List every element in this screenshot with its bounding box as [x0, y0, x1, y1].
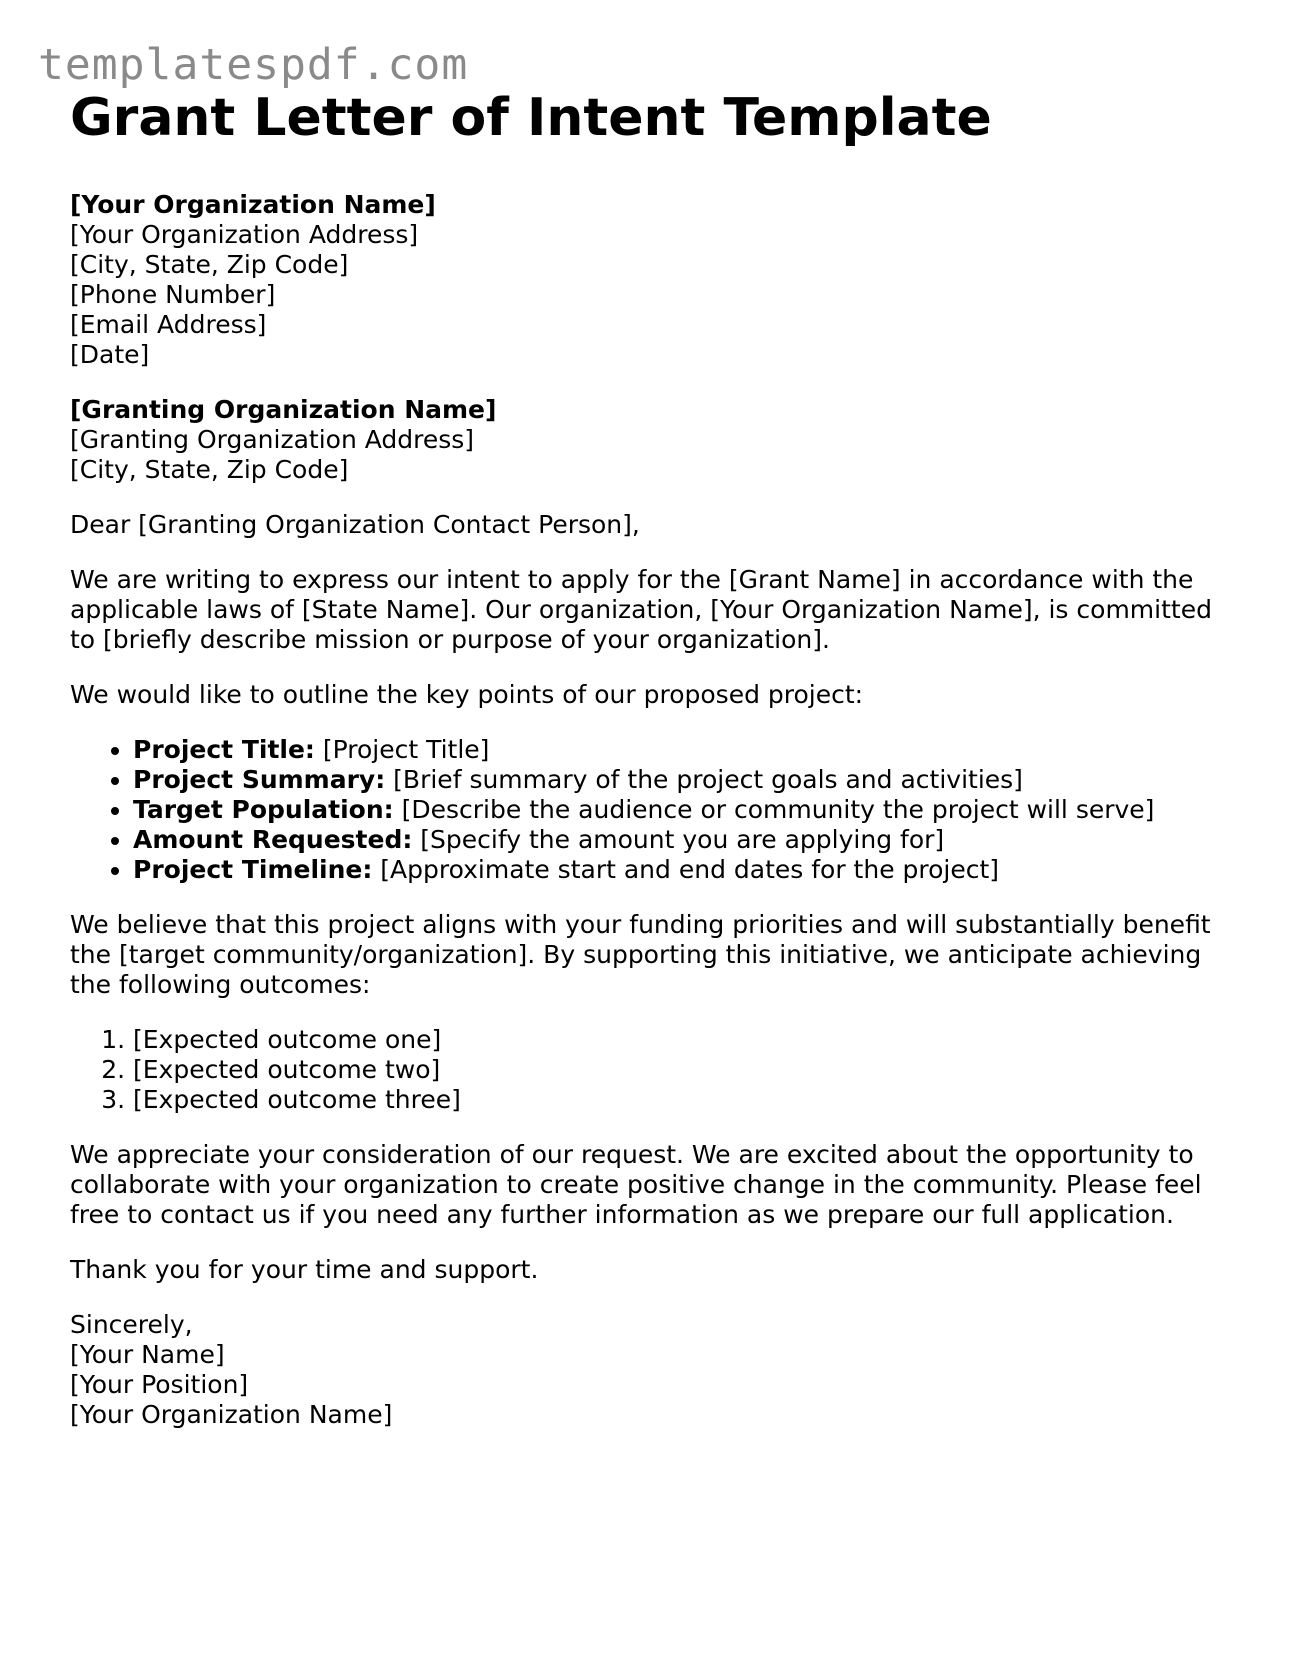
- recipient-city-state-zip: [City, State, Zip Code]: [70, 455, 349, 484]
- key-point-label: Amount Requested:: [133, 825, 413, 854]
- signer-name: [Your Name]: [70, 1340, 225, 1369]
- key-point-label: Project Timeline:: [133, 855, 373, 884]
- belief-paragraph: We believe that this project aligns with your funding priorities and will substantially benefit the [target community/organization]. By supporting this initiative, we anticipate achieving the following outcomes:: [70, 910, 1211, 999]
- sender-city-state-zip: [City, State, Zip Code]: [70, 250, 349, 279]
- recipient-address: [Granting Organization Address]: [70, 425, 475, 454]
- key-point-value: [Approximate start and end dates for the project]: [372, 855, 1000, 884]
- list-item: [133, 735, 1230, 765]
- signoff: Sincerely,: [70, 1310, 193, 1339]
- thanks-paragraph: Thank you for your time and support.: [70, 1255, 539, 1284]
- letter-page: [70, 88, 1230, 1430]
- key-point-label: Project Summary:: [133, 765, 386, 794]
- closing-block: [70, 1310, 1230, 1430]
- sender-address: [Your Organization Address]: [70, 220, 419, 249]
- list-item: [133, 855, 1230, 885]
- appreciation-paragraph: We appreciate your consideration of our request. We are excited about the opportunity to collaborate with your organization to create positive change in the community. Please feel free to contact us if you need any further information as we prepare our full application.: [70, 1140, 1202, 1229]
- list-item: [133, 825, 1230, 855]
- page-title: Grant Letter of Intent Template: [70, 88, 992, 148]
- sender-email: [Email Address]: [70, 310, 267, 339]
- sender-name: [Your Organization Name]: [70, 190, 436, 219]
- watermark: templatespdf.com: [38, 40, 469, 90]
- sender-phone: [Phone Number]: [70, 280, 276, 309]
- list-item: 2. [Expected outcome two]: [133, 1055, 1230, 1085]
- letter-date: [Date]: [70, 340, 150, 369]
- key-points-list: [70, 735, 1230, 885]
- key-point-value: [Describe the audience or community the project will serve]: [393, 795, 1155, 824]
- salutation: Dear [Granting Organization Contact Person],: [70, 510, 640, 539]
- list-item: [133, 765, 1230, 795]
- intro-paragraph: We are writing to express our intent to apply for the [Grant Name] in accordance with the applicable laws of [State Name]. Our organization, [Your Organization Name], is committed to [briefly describe mission or purpose of your organization].: [70, 565, 1212, 654]
- list-item: 3. [Expected outcome three]: [133, 1085, 1230, 1115]
- list-item: 1. [Expected outcome one]: [133, 1025, 1230, 1055]
- outcomes-list: [70, 1025, 1230, 1115]
- key-point-value: [Project Title]: [314, 735, 490, 764]
- key-point-value: [Brief summary of the project goals and activities]: [385, 765, 1023, 794]
- key-point-value: [Specify the amount you are applying for]: [412, 825, 945, 854]
- signer-organization: [Your Organization Name]: [70, 1400, 393, 1429]
- key-point-label: Project Title:: [133, 735, 315, 764]
- key-point-label: Target Population:: [133, 795, 394, 824]
- sender-block: [70, 190, 1230, 370]
- recipient-block: [70, 395, 1230, 485]
- outline-paragraph: We would like to outline the key points of our proposed project:: [70, 680, 864, 709]
- signer-position: [Your Position]: [70, 1370, 249, 1399]
- list-item: [133, 795, 1230, 825]
- recipient-name: [Granting Organization Name]: [70, 395, 497, 424]
